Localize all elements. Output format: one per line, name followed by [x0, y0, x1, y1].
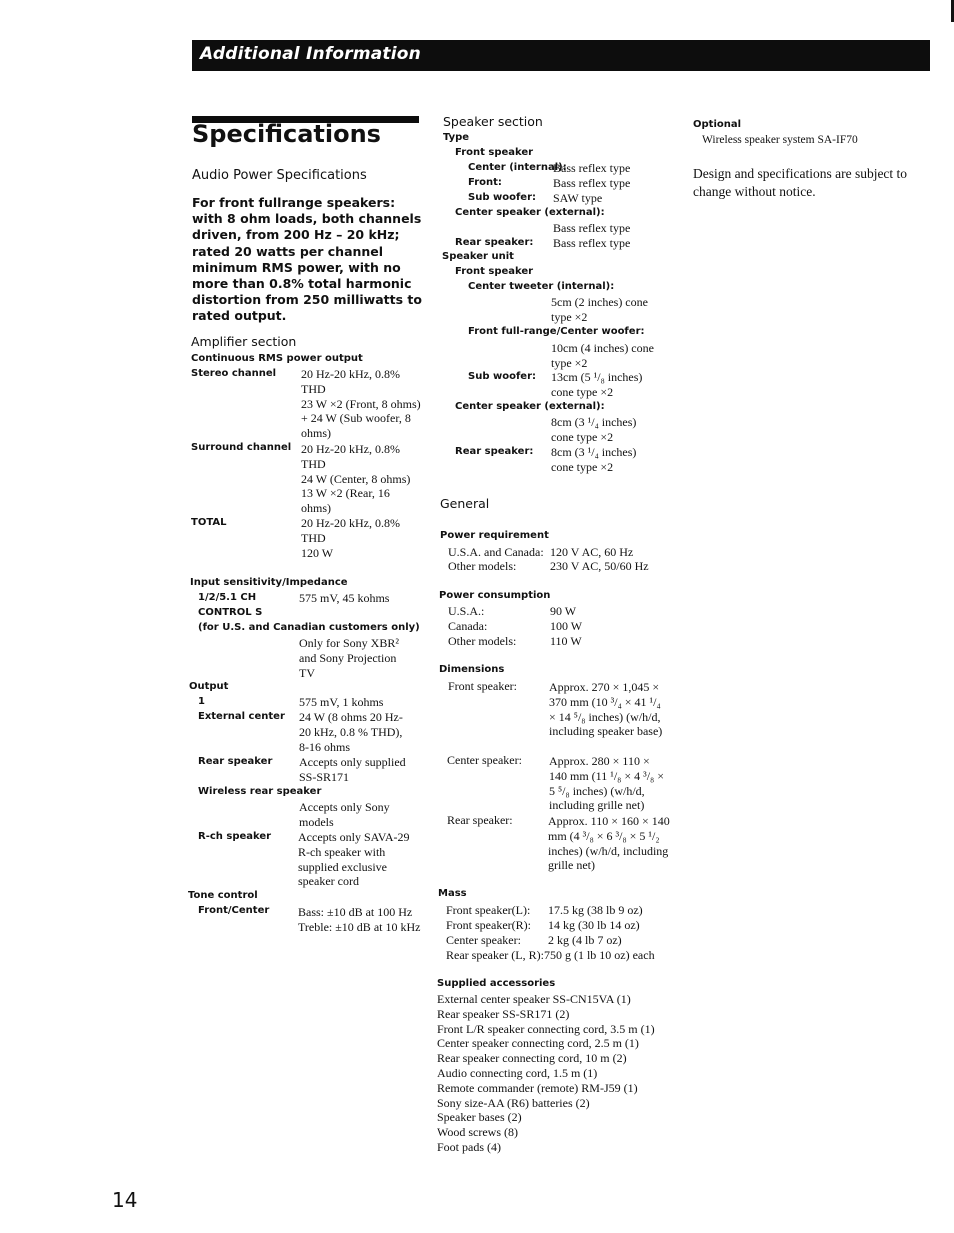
center-internal-label: Center (internal): [468, 162, 567, 173]
speaker-heading: Speaker section [443, 114, 543, 129]
output-1-label: 1 [198, 696, 205, 707]
accessory-item: Foot pads (4) [437, 1139, 501, 1154]
stereo-label: Stereo channel [191, 368, 277, 379]
tweeter-value: 5cm (2 inches) cone type ×2 [551, 295, 648, 324]
tweeter-label: Center tweeter (internal): [468, 281, 615, 292]
unit-center-ext-value: 8cm (3 ¹/₄ inches) cone type ×2 [551, 415, 637, 444]
rch-speaker-value: Accepts only SAVA-29 R-ch speaker with supplied exclusive speaker cord [298, 830, 410, 889]
mass-fr-label: Front speaker(R): [446, 918, 531, 932]
mass-fr-value: 14 kg (30 lb 14 oz) [548, 918, 640, 932]
dim-center-value: Approx. 280 × 110 × 140 mm (11 ¹/₈ × 4 ³/₈ × 5 ⁵/₈ inches) (w/h/d, including grille net) [549, 754, 664, 813]
banner-title: Additional Information [200, 44, 421, 64]
external-center-value: 24 W (8 ohms 20 Hz-20 kHz, 0.8 % THD), 8-16 ohms [299, 710, 403, 754]
page-title: Specifications [192, 120, 381, 148]
unit-sub-label: Sub woofer: [468, 371, 537, 382]
surround-value: 20 Hz-20 kHz, 0.8% THD 24 W (Center, 8 ohms) 13 W ×2 (Rear, 16 ohms) [301, 442, 411, 516]
tone-control-label: Tone control [188, 890, 258, 901]
control-s-note: (for U.S. and Canadian customers only) [198, 622, 420, 633]
total-value: 20 Hz-20 kHz, 0.8% THD 120 W [301, 516, 400, 560]
audio-power-heading: Audio Power Specifications [192, 168, 367, 183]
accessory-item: Wood screws (8) [437, 1125, 519, 1140]
control-s-label: CONTROL S [198, 607, 263, 618]
surround-label: Surround channel [191, 442, 292, 453]
rch-speaker-label: R-ch speaker [198, 831, 272, 842]
cons-ca-value: 100 W [550, 619, 583, 633]
amplifier-heading: Amplifier section [191, 334, 297, 349]
output-1-value: 575 mV, 1 kohms [299, 695, 384, 709]
accessories-list [437, 992, 662, 1155]
general-heading: General [440, 496, 490, 511]
notice-text: Design and specifications are subject to change without notice. [693, 166, 908, 199]
cons-us-label: U.S.A.: [448, 604, 485, 618]
front-value: Bass reflex type [553, 176, 631, 190]
type-rear-value: Bass reflex type [553, 236, 631, 250]
input-ch-label: 1/2/5.1 CH [198, 592, 257, 603]
center-external-value: Bass reflex type [553, 221, 631, 235]
power-req-us-value: 120 V AC, 60 Hz [550, 545, 634, 559]
unit-rear-label: Rear speaker: [455, 446, 534, 457]
consumption-label: Power consumption [439, 590, 551, 601]
unit-front-label: Front speaker [455, 266, 534, 277]
dim-front-label: Front speaker: [448, 679, 517, 693]
output-label: Output [189, 681, 229, 692]
front-label: Front: [468, 177, 502, 188]
dim-front-value: Approx. 270 × 1,045 × 370 mm (10 ³/₄ × 41 ¹/₄ × 14 ⁵/₈ inches) (w/h/d, including speaker base) [549, 680, 663, 739]
type-rear-label: Rear speaker: [455, 237, 534, 248]
accessory-item: Sony size-AA (R6) batteries (2) [437, 1095, 590, 1110]
unit-sub-value: 13cm (5 ¹/₈ inches) cone type ×2 [551, 370, 643, 399]
accessory-item: Audio connecting cord, 1.5 m (1) [437, 1065, 598, 1080]
power-req-other-label: Other models: [448, 559, 517, 573]
front-center-value: Bass: ±10 dB at 100 Hz Treble: ±10 dB at 10 kHz [298, 905, 421, 934]
center-internal-value: Bass reflex type [553, 161, 631, 175]
section-banner [192, 40, 930, 71]
rear-speaker-label: Rear speaker [198, 756, 273, 767]
fullrange-label: Front full-range/Center woofer: [468, 326, 645, 337]
cons-other-label: Other models: [448, 634, 517, 648]
wireless-rear-value: Accepts only Sony models [299, 800, 390, 829]
fullrange-value: 10cm (4 inches) cone type ×2 [551, 341, 654, 370]
accessory-item: Rear speaker SS-SR171 (2) [437, 1006, 570, 1021]
audio-power-paragraph: For front fullrange speakers: with 8 ohm loads, both channels driven, from 200 Hz – 20 kHz; rated 20 watts per channel minimum RMS power, with no more than 0.8% total harmonic distortion from 250 milliwatts to rated output. [192, 195, 422, 324]
dimensions-label: Dimensions [439, 664, 505, 675]
external-center-label: External center [198, 711, 285, 722]
total-label: TOTAL [191, 517, 227, 528]
accessory-item: Remote commander (remote) RM-J59 (1) [437, 1080, 638, 1095]
input-ch-value: 575 mV, 45 kohms [299, 591, 390, 605]
power-req-other-value: 230 V AC, 50/60 Hz [550, 559, 649, 573]
mass-center-label: Center speaker: [446, 933, 521, 947]
speaker-unit-label: Speaker unit [442, 251, 514, 262]
accessories-label: Supplied accessories [437, 978, 556, 989]
accessory-item: Front L/R speaker connecting cord, 3.5 m (1) [437, 1021, 655, 1036]
accessory-item: Speaker bases (2) [437, 1110, 522, 1125]
center-external-label: Center speaker (external): [455, 207, 605, 218]
front-center-label: Front/Center [198, 905, 270, 916]
accessory-item: Rear speaker connecting cord, 10 m (2) [437, 1051, 627, 1066]
optional-value: Wireless speaker system SA-IF70 [702, 134, 858, 146]
mass-center-value: 2 kg (4 lb 7 oz) [548, 933, 622, 947]
dim-rear-value: Approx. 110 × 160 × 140 mm (4 ³/₈ × 6 ³/₈ × 5 ¹/₂ inches) (w/h/d, including grille net) [548, 814, 670, 873]
sub-woofer-label: Sub woofer: [468, 192, 537, 203]
stereo-value: 20 Hz-20 kHz, 0.8% THD 23 W ×2 (Front, 8 ohms) + 24 W (Sub woofer, 8 ohms) [301, 367, 421, 441]
input-label: Input sensitivity/Impedance [190, 577, 348, 588]
power-req-us-label: U.S.A. and Canada: [448, 545, 544, 559]
dim-rear-label: Rear speaker: [447, 813, 513, 827]
unit-rear-value: 8cm (3 ¹/₄ inches) cone type ×2 [551, 445, 637, 474]
cons-other-value: 110 W [550, 634, 582, 648]
mass-label: Mass [438, 888, 467, 899]
unit-center-ext-label: Center speaker (external): [455, 401, 605, 412]
mass-fl-value: 17.5 kg (38 lb 9 oz) [548, 903, 643, 917]
cons-us-value: 90 W [550, 604, 577, 618]
optional-label: Optional [693, 119, 742, 130]
sub-woofer-value: SAW type [553, 191, 603, 205]
wireless-rear-label: Wireless rear speaker [198, 786, 322, 797]
type-front-label: Front speaker [455, 147, 534, 158]
rms-label: Continuous RMS power output [191, 353, 363, 364]
rear-speaker-value: Accepts only supplied SS-SR171 [299, 755, 406, 784]
power-req-label: Power requirement [440, 530, 549, 541]
mass-fl-label: Front speaker(L): [446, 903, 531, 917]
dim-center-label: Center speaker: [447, 753, 522, 767]
accessory-item: Center speaker connecting cord, 2.5 m (1) [437, 1036, 639, 1051]
mass-rear-text: Rear speaker (L, R):750 g (1 lb 10 oz) each [446, 948, 655, 962]
page-number: 14 [112, 1188, 138, 1212]
type-label: Type [443, 132, 470, 143]
cons-ca-label: Canada: [448, 619, 488, 633]
control-s-value: Only for Sony XBR² and Sony Projection TV [299, 636, 399, 680]
accessory-item: External center speaker SS-CN15VA (1) [437, 992, 631, 1006]
